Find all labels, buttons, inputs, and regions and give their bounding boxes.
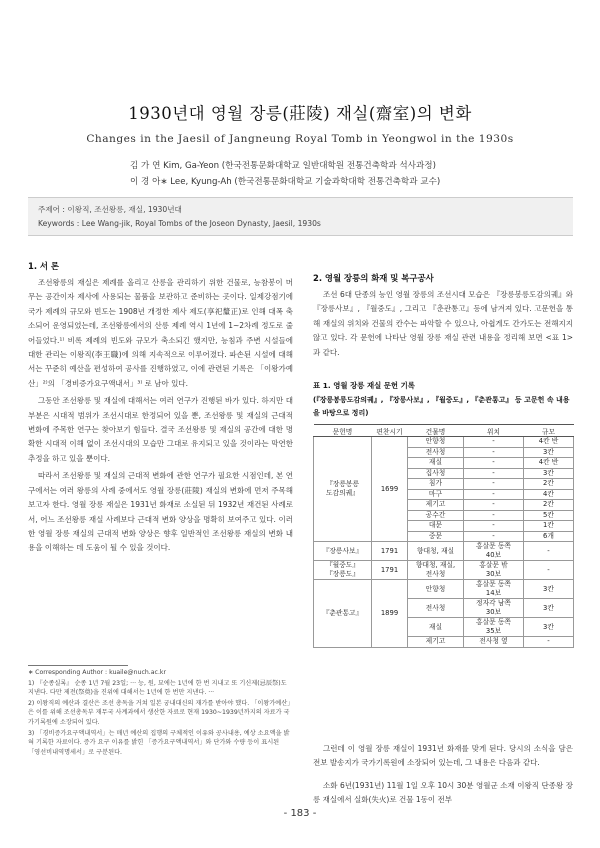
keywords-english: Keywords : Lee Wang-jik, Royal Tombs of the Joseon Dynasty, Jaesil, 1930s: [38, 219, 321, 228]
cell-location: -: [464, 489, 524, 500]
header-size: 규모: [524, 425, 574, 437]
paragraph: 소화 6년(1931년) 11월 1일 오후 10시 30분 영월군 소재 이왕직 단종왕 장릉 재실에서 실화(失火)로 건물 1동이 전부: [313, 780, 573, 805]
table-row: [314, 542, 574, 561]
cell-location: -: [464, 468, 524, 479]
cell-document: 『장릉사보』: [314, 542, 372, 561]
paper-subtitle: Changes in the Jaesil of Jangneung Royal Tomb in Yeongwol in the 1930s: [86, 133, 514, 145]
after-table-body: [313, 742, 573, 808]
footnote-divider: [28, 665, 128, 666]
cell-building: 공수간: [408, 510, 464, 521]
paragraph: 그런데 이 영월 장릉 재실이 1931년 화재를 맞게 된다. 당시의 소식을 담은 전보 발송지가 국가기록원에 소장되어 있는데, 그 내용은 다음과 같다.: [313, 744, 573, 768]
cell-building: 안향청: [408, 580, 464, 599]
footnote: 3) 「경비증가요구액내역서」는 매년 예산의 집행의 구체적인 이유와 공사내용, 예상 소요액을 밝혀 기록한 자료이다. 증가 요구 이유를 밝힌 「증가요구액내역서」와 단가와 수량 등이 표시된 「영선비내역명세서」로 구분된다.: [28, 729, 290, 756]
cell-location: 홍살문 동쪽 40보: [464, 542, 524, 561]
paragraph: 조선왕릉의 재실은 제례를 올리고 산릉을 관리하기 위한 건물로, 능참봉이 머무는 공간이자 제사에 사용되는 물품을 보관하고 준비하는 곳이다. 일제강점기에 국가 제례의 규모와 빈도는 1908년 개정한 제사 제도(享祀釐正)로 인해 대폭 축소되어 운영되었는데, 조선왕릉에서의 산릉 제례 역시 1년에 1~2차례 정도로 줄어들었다.¹⁾ 비록 제례의 빈도와 규모가 축소되긴 했지만, 능침과 주변 시설들에 대한 관리는 이왕직(李王職)에 의해 지속적으로 이루어졌다. 파손된 시설에 대해서는 꾸준히 예산을 편성하여 공사를 진행하였고, 이에 관련된 기록은 「이왕가예산」²⁾의 「경비증가요구액내서」³⁾ 로 남아 있다.: [28, 278, 293, 388]
footnotes: [28, 668, 293, 758]
paragraph: 그동안 조선왕릉 및 재실에 대해서는 여러 연구가 진행된 바가 있다. 하지만 대부분은 시대적 범위가 조선시대로 한정되어 있을 뿐, 조선왕릉 및 재실의 근대적 변화에 주목한 연구는 찾아보기 힘들다. 결국 조선왕릉 및 재실의 공간에 대한 명확한 시대적 이해 없이 조선시대의 모습만 그대로 유지되고 있을 것이라는 막연한 추정을 하고 있을 뿐이다.: [28, 396, 293, 463]
header-location: 위치: [464, 425, 524, 437]
header-building: 건물명: [408, 425, 464, 437]
author-2: 이 경 아∗ Lee, Kyung-Ah (한국전통문화대학교 기술과학대학 전통건축학과 교수): [130, 177, 441, 187]
cell-building: 안향청: [408, 437, 464, 448]
cell-size: 3칸: [524, 618, 574, 637]
table-row: [314, 580, 574, 599]
section-1-body: [28, 276, 293, 556]
cell-building: 대문: [408, 521, 464, 532]
paragraph: 따라서 조선왕릉 및 재실의 근대적 변화에 관한 연구가 필요한 시점인데, 본 연구에서는 여러 왕릉의 사례 중에서도 영월 장릉(莊陵) 재실의 변화에 먼저 주목해 보고자 한다. 영월 장릉 재실은 1931년 화재로 소실된 뒤 1932년 재건된 사례로서, 어느 조선왕릉 재실 사례보다 근대적 변화 양상을 명확히 보여주고 있다. 이러한 영월 장릉 재실의 근대적 변화 양상은 향후 일반적인 조선왕릉 재실의 변화 내용을 이해하는 데 도움이 될 수 있을 것이다.: [28, 471, 293, 553]
cell-building: 중문: [408, 531, 464, 542]
table-row: [314, 437, 574, 448]
page-number: - 183 -: [283, 808, 317, 819]
cell-location: -: [464, 437, 524, 448]
cell-size: -: [524, 542, 574, 561]
cell-location: 전사청 옆: [464, 637, 524, 648]
cell-size: 3칸: [524, 468, 574, 479]
cell-period: 1899: [372, 580, 408, 648]
cell-location: -: [464, 521, 524, 532]
cell-building: 전사청: [408, 599, 464, 618]
cell-building: 재실: [408, 618, 464, 637]
cell-document: 『월중도』 『장릉도』: [314, 561, 372, 580]
cell-size: 3칸: [524, 580, 574, 599]
cell-size: 3칸: [524, 599, 574, 618]
cell-building: 재실: [408, 458, 464, 469]
cell-size: 5칸: [524, 510, 574, 521]
cell-period: 1791: [372, 561, 408, 580]
cell-building: 집사청: [408, 468, 464, 479]
cell-size: 4칸 반: [524, 458, 574, 469]
header-period: 편찬시기: [372, 425, 408, 437]
table-1: [313, 424, 574, 648]
table-row: [314, 561, 574, 580]
cell-location: 홍살문 동쪽 14보: [464, 580, 524, 599]
cell-size: 1칸: [524, 521, 574, 532]
cell-location: 홍살문 밖 30보: [464, 561, 524, 580]
footnote: 2) 이왕직의 예산과 결산은 조선 총독을 거쳐 일본 궁내대신의 재가를 받아야 했다. 「이왕가예산」은 이를 위해 조선총독부 재무국 사계과에서 생산한 자료로 현재 1930~1939년까지의 자료가 국가기록원에 소장되어 있다.: [28, 699, 291, 726]
cell-size: 2칸: [524, 479, 574, 490]
cell-location: -: [464, 447, 524, 458]
cell-size: 3칸: [524, 447, 574, 458]
paper-title: 1930년대 영월 장릉(莊陵) 재실(齋室)의 변화: [128, 104, 472, 123]
cell-building: 전사청: [408, 447, 464, 458]
cell-size: -: [524, 561, 574, 580]
author-1: 김 가 연 Kim, Ga-Yeon (한국전통문화대학교 일반대학원 전통건축학과 석사과정): [130, 161, 436, 171]
cell-size: 6개: [524, 531, 574, 542]
cell-building: 향대청, 재실: [408, 542, 464, 561]
cell-size: 4칸 반: [524, 437, 574, 448]
cell-building: 향대청, 재실, 전사청: [408, 561, 464, 580]
table-1-source: (『장릉봉릉도감의궤』, 『장릉사보』, 『월중도』, 『춘관통고』 등 고문헌 속 내용을 바탕으로 정리): [313, 396, 570, 417]
cell-building: 마구: [408, 489, 464, 500]
keywords-box: [28, 197, 573, 236]
section-2-heading: 2. 영월 장릉의 화재 및 복구공사: [313, 273, 434, 283]
paragraph: 조선 6대 단종의 능인 영월 장릉의 조선시대 모습은 『장릉봉릉도감의궤』와 『장릉사보』, 『월중도』, 그리고 『춘관통고』등에 남겨져 있다. 고문헌을 통해 재실의 위치와 건물의 칸수는 파악할 수 있으나, 아쉽게도 간가도는 전해지지 않고 있다. 각 문헌에 나타난 영월 장릉 재실 관련 내용을 정리해 보면 <표 1>과 같다.: [313, 290, 573, 357]
cell-location: -: [464, 531, 524, 542]
section-2-body: [313, 288, 573, 360]
cell-building: 제기고: [408, 500, 464, 511]
table-1-caption: 표 1. 영월 장릉 재실 문헌 기록: [313, 381, 415, 390]
cell-location: -: [464, 510, 524, 521]
footnote-corresponding: ∗ Corresponding Author : kuaile@nuch.ac.kr: [28, 669, 167, 676]
cell-document: 『춘관통고』: [314, 580, 372, 648]
cell-location: -: [464, 479, 524, 490]
table-header-row: [314, 425, 574, 437]
cell-location: 홍살문 동쪽 35보: [464, 618, 524, 637]
cell-location: 정자각 남쪽 30보: [464, 599, 524, 618]
cell-building: 침가: [408, 479, 464, 490]
cell-size: -: [524, 637, 574, 648]
cell-period: 1791: [372, 542, 408, 561]
cell-period: 1699: [372, 437, 408, 542]
cell-location: -: [464, 458, 524, 469]
cell-document: 『장릉봉릉 도감의궤』: [314, 437, 372, 542]
cell-size: 4칸: [524, 489, 574, 500]
footnote: 1) 『순종실록』 순종 1년 7월 23일; ··· 능, 원, 묘에는 1년에 한 번 지내고 또 기신제(忌辰祭)도 지낸다. 다만 제전(祭奠)을 진위에 대해서는 1년에 한 번만 지낸다. ···: [28, 679, 287, 697]
cell-size: 2칸: [524, 500, 574, 511]
cell-building: 제기고: [408, 637, 464, 648]
section-1-heading: 1. 서 론: [28, 261, 60, 271]
keywords-korean: 주제어 : 이왕직, 조선왕릉, 재실, 1930년대: [38, 205, 182, 214]
cell-location: -: [464, 500, 524, 511]
header-document: 문헌명: [314, 425, 372, 437]
